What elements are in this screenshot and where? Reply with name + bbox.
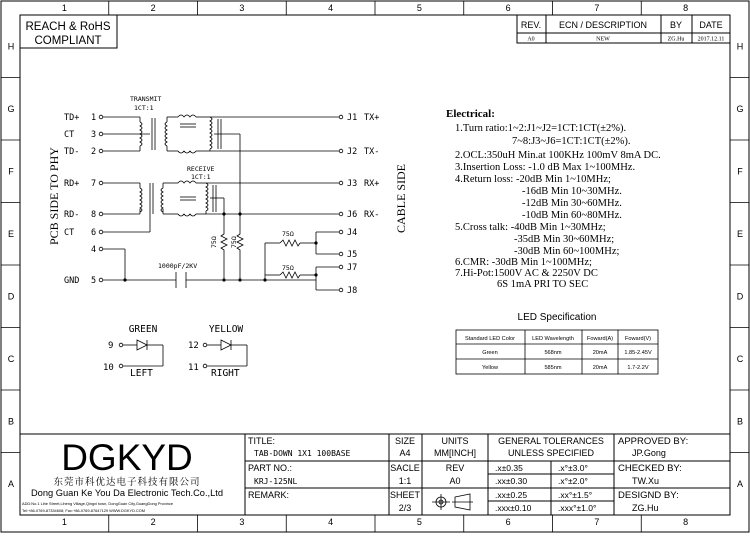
connector-pin: J1	[347, 113, 358, 123]
connector-pin: J4	[347, 228, 358, 238]
led-pin-a: 9	[108, 341, 114, 351]
zone-label: E	[736, 228, 744, 239]
zone-label: F	[8, 166, 14, 177]
rev-value: A0	[527, 36, 535, 43]
connector-pin: J6	[347, 210, 358, 220]
spec-line: 4.Return loss: -20dB Min 1~10MHz;	[455, 174, 611, 185]
right-pin-labels	[347, 113, 379, 296]
connector-signal: RX-	[364, 210, 380, 220]
rev-value: A0	[449, 476, 461, 486]
led-pin-b: 10	[103, 363, 114, 373]
pin-number: 8	[91, 210, 97, 220]
zone-label: B	[7, 416, 15, 427]
connector-pin: J2	[347, 147, 358, 157]
zone-label: H	[736, 41, 744, 52]
led-table-header: Foward(V)	[624, 336, 652, 342]
approved-value: JP.Gong	[632, 448, 666, 458]
connector-pin: J8	[347, 286, 358, 296]
company-address: ADD:No.1 Lihe Street,Liheng Village,Qingxi town, DongGuan City,GuangDong Province	[22, 501, 174, 506]
checked-label: CHECKED BY:	[618, 463, 682, 474]
zone-label: 4	[328, 3, 334, 13]
spec-line: -10dB Min 60~80MHz.	[522, 210, 622, 221]
pin-name: RD-	[64, 210, 80, 220]
zone-label: 3	[239, 3, 245, 13]
revision-table	[517, 15, 730, 43]
sheet-label: SHEET	[389, 490, 421, 500]
title-label: TITLE:	[248, 436, 276, 446]
transmit-label: TRANSMIT	[130, 95, 162, 103]
projection-symbol-icon	[432, 494, 473, 510]
zone-label: D	[7, 291, 15, 302]
zone-label: C	[7, 353, 15, 364]
zone-label: E	[7, 228, 15, 239]
tolerance-value: .xx±0.30	[495, 476, 528, 486]
tolerance-value: .xx°±1.5°	[558, 490, 593, 500]
resistor-label: 75Ω	[282, 230, 294, 238]
design-value: ZG.Hu	[632, 503, 659, 513]
zone-label: 5	[416, 3, 422, 13]
zone-label: 2	[150, 517, 156, 527]
led-yellow	[188, 324, 247, 379]
led-color-label: YELLOW	[208, 324, 244, 335]
pin-number: 5	[91, 276, 97, 286]
company-name-en: Dong Guan Ke You Da Electronic Tech.Co.,Ltd	[30, 488, 224, 498]
led-table-cell: Green	[482, 350, 498, 356]
spec-line: 6S 1mA PRI TO SEC	[497, 279, 589, 290]
led-spec-title: LED Specification	[517, 312, 597, 323]
zone-label: B	[736, 416, 744, 427]
capacitor-label: 1000pF/2KV	[158, 262, 198, 270]
spec-line: -12dB Min 30~60MHz.	[522, 198, 622, 209]
design-label: DESIGND BY:	[618, 490, 679, 501]
led-position-label: LEFT	[130, 368, 153, 379]
zone-label: 7	[594, 3, 600, 13]
zone-label: C	[736, 353, 744, 364]
led-table-cell: 20mA	[592, 365, 608, 371]
tolerance-value: .x±0.35	[495, 463, 523, 473]
by-value: ZG.Hu	[667, 36, 685, 43]
pcb-side-label: PCB SIDE TO PHY	[47, 147, 61, 245]
resistor-label: 75Ω	[282, 264, 294, 272]
zone-label: G	[7, 103, 15, 114]
compliance-line2: COMPLIANT	[34, 35, 102, 47]
company-contact: Tel:+86-0769-87334608; Fax:+86-0769-87647129 WWW.DGKYD.COM	[22, 508, 146, 513]
led-table-cell: 568nm	[544, 350, 562, 356]
units-label: UNITS	[441, 436, 469, 446]
zone-label: 8	[683, 517, 689, 527]
tolerance-subtitle: UNLESS SPECIFIED	[507, 448, 595, 458]
zone-label: 5	[416, 517, 422, 527]
led-table-cell: 20mA	[592, 350, 608, 356]
pin-number: 6	[91, 228, 97, 238]
tolerance-value: .xx±0.25	[495, 490, 528, 500]
spec-line: -16dB Min 10~30MHz.	[522, 186, 622, 197]
zone-label: 8	[683, 3, 689, 13]
sheet-value: 2/3	[398, 503, 412, 513]
zone-label: 2	[150, 3, 156, 13]
zone-label: 1	[61, 3, 67, 13]
led-table-header: Foward(A)	[586, 336, 614, 342]
led-pin-b: 11	[188, 363, 199, 373]
spec-line: -30dB Min 60~100MHz;	[514, 246, 620, 257]
transmit-ratio: 1CT:1	[134, 104, 154, 112]
pin-name: CT	[64, 228, 75, 238]
pin-number: 3	[91, 130, 97, 140]
resistor-label: 75Ω	[230, 236, 238, 248]
led-color-label: GREEN	[128, 324, 158, 335]
led-table-cell: Yellow	[482, 365, 498, 371]
title-value: TAB-DOWN 1X1 100BASE	[254, 449, 351, 458]
scale-label: SACLE	[390, 463, 420, 473]
tolerance-title: GENERAL TOLERANCES	[498, 436, 604, 446]
led-pin-a: 12	[188, 341, 199, 351]
schematic	[102, 115, 340, 290]
size-value: A4	[399, 448, 411, 458]
zone-label: H	[7, 41, 15, 52]
spec-line: 7~8:J3~J6=1CT:1CT(±2%).	[512, 136, 631, 147]
pin-name: GND	[64, 276, 80, 286]
company-logo: DGKYD	[61, 437, 193, 478]
compliance-line1: REACH & RoHS	[25, 21, 111, 33]
connector-signal: RX+	[364, 179, 380, 189]
connector-pin: J3	[347, 179, 358, 189]
zone-label: 6	[505, 517, 511, 527]
spec-line: 3.Insertion Loss: -1.0 dB Max 1~100MHz.	[455, 162, 636, 173]
led-table-cell: 1.85-2.45V	[624, 350, 652, 356]
pin-name: TD+	[64, 113, 80, 123]
tolerance-value: .x°±2.0°	[558, 476, 588, 486]
tolerance-value: .x°±3.0°	[558, 463, 588, 473]
rev-label: REV	[445, 463, 465, 473]
pin-number: 1	[91, 113, 97, 123]
led-table-cell: 585nm	[544, 365, 562, 371]
date-header: DATE	[699, 20, 723, 30]
checked-value: TW.Xu	[632, 476, 660, 486]
date-value: 2017.12.11	[697, 36, 725, 43]
electrical-spec	[446, 108, 661, 290]
remark-label: REMARK:	[248, 490, 290, 500]
zone-label: 3	[239, 517, 245, 527]
receive-ratio: 1CT:1	[191, 173, 211, 181]
connector-pin: J5	[347, 250, 358, 260]
units-value: MM[INCH]	[434, 448, 476, 458]
spec-line: 1.Turn ratio:1~2:J1~J2=1CT:1CT(±2%).	[455, 123, 627, 134]
led-table-header: LED Wavelength	[532, 336, 574, 342]
zone-label: A	[736, 478, 744, 489]
pin-number: 2	[91, 147, 97, 157]
zone-label: 6	[505, 3, 511, 13]
resistor-label: 75Ω	[210, 236, 218, 248]
by-header: BY	[669, 20, 683, 30]
connector-pin: J7	[347, 263, 358, 273]
ecn-value: NEW	[596, 36, 610, 43]
spec-line: 5.Cross talk: -40dB Min 1~30MHz;	[455, 222, 606, 233]
led-green	[103, 324, 163, 379]
spec-line: 2.OCL:350uH Min.at 100KHz 100mV 8mA DC.	[455, 150, 661, 161]
ecn-header: ECN / DESCRIPTION	[558, 20, 648, 30]
led-position-label: RIGHT	[211, 368, 240, 379]
spec-line: -35dB Min 30~60MHz;	[514, 234, 615, 245]
pin-number: 4	[91, 245, 97, 255]
zone-label: G	[736, 103, 744, 114]
led-spec-table	[456, 330, 658, 374]
zone-label: 4	[328, 517, 334, 527]
cable-side-label: CABLE SIDE	[394, 164, 408, 233]
spec-line: 6.CMR: -30dB Min 1~100MHz;	[455, 257, 592, 268]
zone-label: 1	[61, 517, 67, 527]
zone-label: 7	[594, 517, 600, 527]
zone-label: A	[7, 478, 15, 489]
company-name-cn: 东莞市科优达电子科技有限公司	[53, 477, 201, 488]
connector-signal: TX-	[364, 147, 380, 157]
pin-name: TD-	[64, 147, 80, 157]
part-label: PART NO.:	[248, 463, 293, 473]
spec-line: 7.Hi-Pot:1500V AC & 2250V DC	[455, 268, 598, 279]
led-table-header: Standard LED Color	[464, 336, 516, 342]
size-label: SIZE	[394, 436, 416, 446]
zone-label: F	[737, 166, 743, 177]
led-table-cell: 1.7-2.2V	[627, 365, 649, 371]
tolerance-value: .xxx°±1.0°	[558, 503, 597, 513]
pin-number: 7	[91, 179, 97, 189]
approved-label: APPROVED BY:	[618, 436, 689, 447]
electrical-title: Electrical:	[446, 108, 495, 120]
receive-label: RECEIVE	[187, 165, 215, 173]
part-value: KRJ-125NL	[254, 477, 298, 486]
pin-name: CT	[64, 130, 75, 140]
tolerance-value: .xxx±0.10	[495, 503, 532, 513]
connector-signal: TX+	[364, 113, 380, 123]
scale-value: 1:1	[398, 476, 412, 486]
rev-header: REV.	[520, 20, 542, 30]
left-pin-labels	[64, 113, 96, 286]
pin-name: RD+	[64, 179, 80, 189]
zone-label: D	[736, 291, 744, 302]
